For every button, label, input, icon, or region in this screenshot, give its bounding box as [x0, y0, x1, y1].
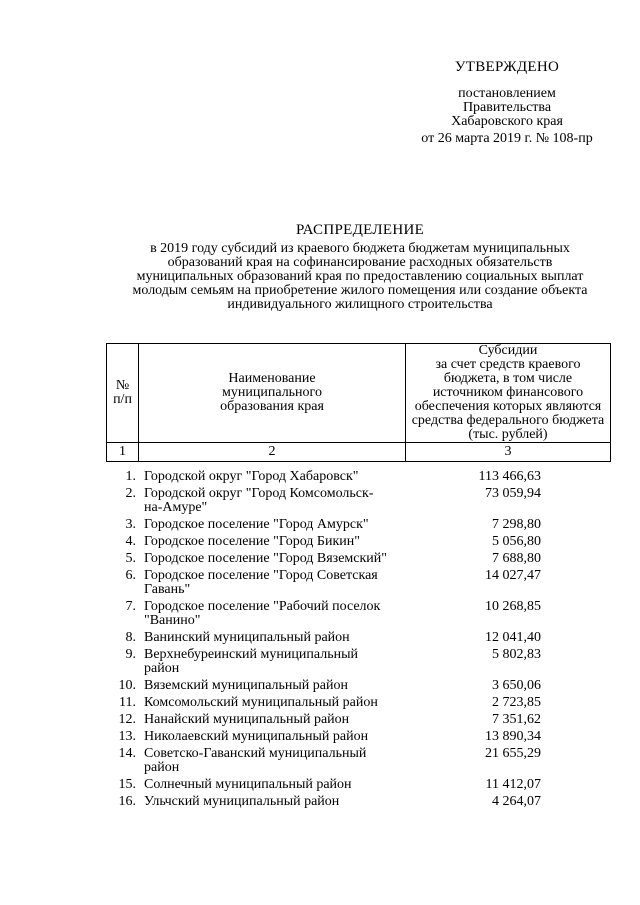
- row-value: 3 650,06: [492, 678, 541, 693]
- row-name-line: Вяземский муниципальный район: [144, 678, 348, 693]
- row-name: [141, 535, 410, 549]
- row-name-line: Нанайский муниципальный район: [144, 712, 350, 727]
- row-name: [141, 730, 410, 744]
- row-number: 12.: [118, 712, 136, 727]
- table-row: [106, 518, 610, 532]
- header-cell-name: Наименование муниципального образования края: [139, 344, 406, 443]
- heading-line: в 2019 году субсидий из краевого бюджета бюджетам муниципальных: [150, 241, 570, 256]
- row-number: 13.: [118, 729, 136, 744]
- row-name-line: Городское поселение "Город Амурск": [144, 517, 369, 532]
- table-row: [106, 648, 610, 676]
- row-value: 2 723,85: [492, 695, 541, 710]
- row-name-line: Городской округ "Город Хабаровск": [144, 469, 359, 484]
- row-name-line: район: [144, 661, 180, 676]
- approval-date: от 26 марта 2019 г. № 108-пр: [421, 131, 593, 146]
- heading-line: образований края на софинансирование расходных обязательств: [167, 255, 553, 270]
- table-row: [106, 487, 610, 515]
- row-number: 16.: [118, 794, 136, 809]
- row-name: [141, 795, 410, 809]
- table-row: [106, 747, 610, 775]
- row-name-line: Городское поселение "Город Советская: [144, 568, 378, 583]
- approval-line: Хабаровского края: [451, 114, 563, 129]
- table-row: [106, 535, 610, 549]
- row-number: 3.: [125, 517, 136, 532]
- row-name: [141, 470, 410, 484]
- row-name-line: Гавань": [144, 582, 191, 597]
- row-name: [141, 631, 410, 645]
- table-row: [106, 778, 610, 792]
- row-value: 11 412,07: [485, 777, 541, 792]
- row-number: 8.: [125, 630, 136, 645]
- row-value: 7 298,80: [492, 517, 541, 532]
- row-name-line: Николаевский муниципальный район: [144, 729, 369, 744]
- heading-line: индивидуального жилищного строительства: [227, 297, 493, 312]
- row-name: [141, 487, 410, 515]
- row-value: 14 027,47: [485, 568, 541, 583]
- row-number: 5.: [125, 551, 136, 566]
- table-body: [106, 470, 610, 812]
- approval-block: [398, 60, 616, 146]
- row-number: 7.: [125, 599, 136, 614]
- header-cell-subsidy: Субсидии за счет средств краевого бюджета, в том числе источником финансового обеспечения которых являются средства федерального бюджета (тыс. рублей): [406, 344, 611, 443]
- heading-line: муниципальных образований края по предоставлению социальных выплат: [136, 269, 584, 284]
- row-number: 14.: [118, 746, 136, 761]
- row-name-line: район: [144, 760, 180, 775]
- table-row: [106, 730, 610, 744]
- document-heading: [80, 223, 640, 312]
- column-number-3: 3: [406, 443, 611, 462]
- table-row: [106, 713, 610, 727]
- row-value: 4 264,07: [492, 794, 541, 809]
- approval-line: постановлением: [458, 86, 556, 101]
- row-name: [141, 778, 410, 792]
- row-number: 9.: [125, 647, 136, 662]
- row-value: 113 466,63: [478, 469, 541, 484]
- row-value: 7 351,62: [492, 712, 541, 727]
- row-name-line: Ульчский муниципальный район: [144, 794, 340, 809]
- row-value: 10 268,85: [485, 599, 541, 614]
- row-name-line: Городской округ "Город Комсомольск-: [144, 486, 374, 501]
- row-value: 13 890,34: [485, 729, 541, 744]
- row-name-line: Городское поселение "Город Бикин": [144, 534, 360, 549]
- table-row: [106, 795, 610, 809]
- row-name: [141, 569, 410, 597]
- row-name-line: Советско-Гаванский муниципальный: [144, 746, 367, 761]
- row-name: [141, 679, 410, 693]
- row-name: [141, 696, 410, 710]
- row-name-line: Городское поселение "Город Вяземский": [144, 551, 388, 566]
- row-number: 15.: [118, 777, 136, 792]
- table-header: [106, 343, 611, 462]
- row-number: 10.: [118, 678, 136, 693]
- table-row: [106, 600, 610, 628]
- table-row: [106, 631, 610, 645]
- row-value: 21 655,29: [485, 746, 541, 761]
- row-name-line: Солнечный муниципальный район: [144, 777, 352, 792]
- row-number: 6.: [125, 568, 136, 583]
- row-name: [141, 747, 410, 775]
- header-cell-number: № п/п: [107, 344, 139, 443]
- row-name: [141, 713, 410, 727]
- row-name-line: Городское поселение "Рабочий поселок: [144, 599, 381, 614]
- row-number: 4.: [125, 534, 136, 549]
- table-row: [106, 569, 610, 597]
- heading-line: молодым семьям на приобретение жилого помещения или создание объекта: [132, 283, 588, 298]
- row-name: [141, 600, 410, 628]
- row-name-line: Ванинский муниципальный район: [144, 630, 350, 645]
- row-name-line: на-Амуре": [144, 500, 208, 515]
- row-value: 73 059,94: [485, 486, 541, 501]
- table-row: [106, 552, 610, 566]
- row-value: 5 802,83: [492, 647, 541, 662]
- row-name-line: "Ванино": [144, 613, 201, 628]
- row-name-line: Комсомольский муниципальный район: [144, 695, 378, 710]
- row-name: [141, 518, 410, 532]
- row-name-line: Верхнебуреинский муниципальный: [144, 647, 358, 662]
- row-number: 11.: [119, 695, 136, 710]
- row-name: [141, 648, 410, 676]
- row-value: 5 056,80: [492, 534, 541, 549]
- row-number: 1.: [125, 469, 136, 484]
- row-number: 2.: [125, 486, 136, 501]
- approval-line: Правительства: [462, 100, 552, 115]
- column-number-2: 2: [139, 443, 406, 462]
- table-row: [106, 696, 610, 710]
- table-row: [106, 470, 610, 484]
- row-value: 12 041,40: [485, 630, 541, 645]
- row-name: [141, 552, 410, 566]
- document-title: РАСПРЕДЕЛЕНИЕ: [295, 222, 425, 238]
- row-value: 7 688,80: [492, 551, 541, 566]
- table-row: [106, 679, 610, 693]
- column-number-1: 1: [107, 443, 139, 462]
- approval-title: УТВЕРЖДЕНО: [454, 59, 560, 75]
